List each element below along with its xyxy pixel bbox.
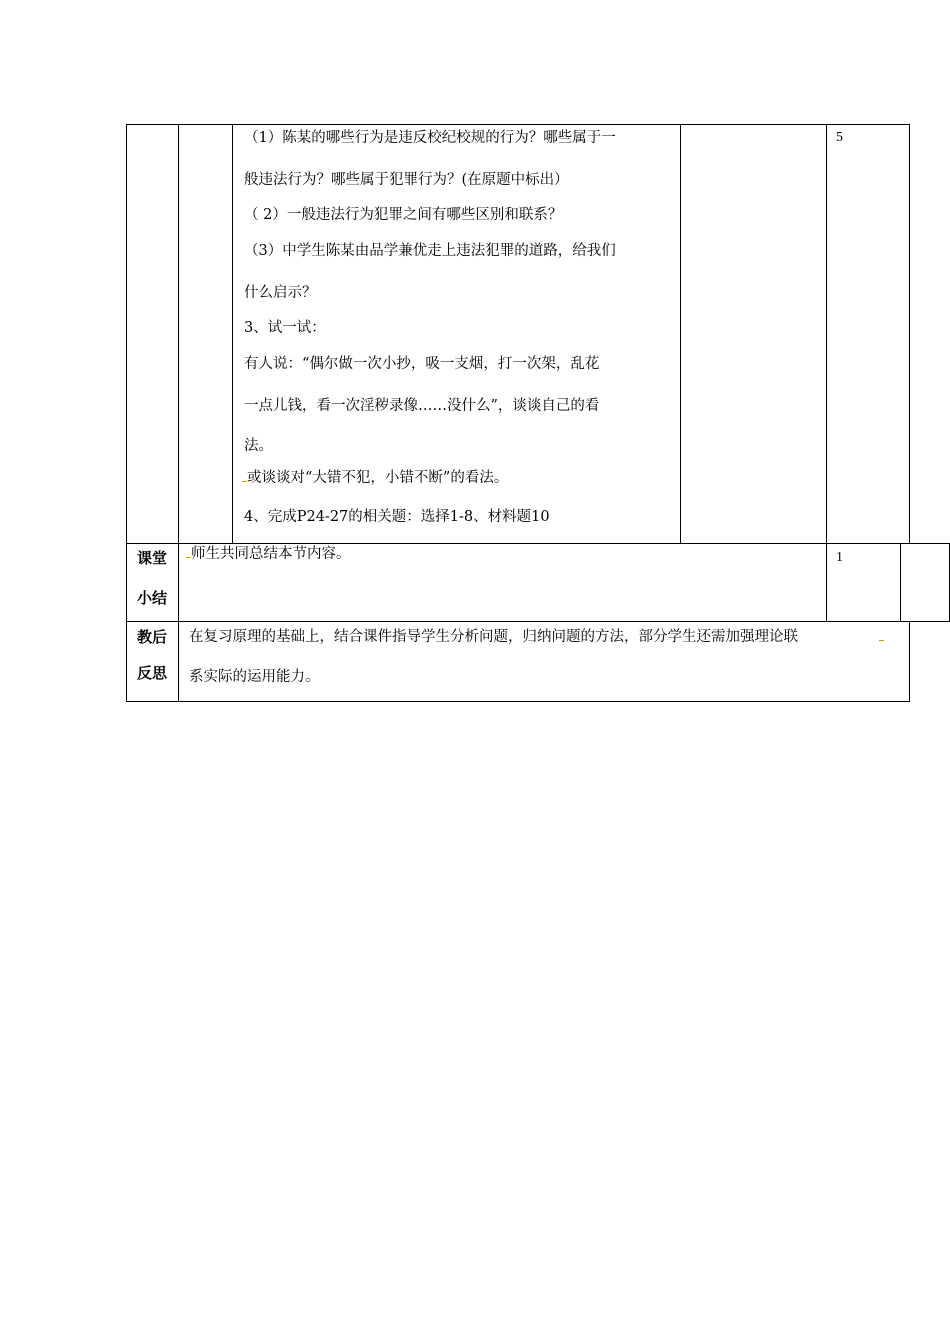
column-divider-3 [680,124,681,544]
activity-line-2: 般违法行为？哪些属于犯罪行为？(在原题中标出） [244,172,569,188]
reflection-label-line-2: 反思 [137,664,168,682]
summary-label-line-2: 小结 [137,589,168,607]
column-divider-1 [178,124,179,702]
reflection-line-1: 在复习原理的基础上，结合课件指导学生分析问题，归纳问题的方法，部分学生还需加强理论联 [189,629,798,645]
table-right-border-top [909,124,910,544]
activity-line-8: 一点儿钱，看一次淫秽录像……没什么”，谈谈自己的看 [244,398,600,414]
reflection-label-line-1: 教后 [137,628,168,646]
activity-line-11: 4、完成P24-27的相关题：选择1-8、材料题10 [244,509,550,525]
reflection-line-2: 系实际的运用能力。 [189,669,320,685]
activity-line-1: （1）陈某的哪些行为是违反校纪校规的行为？哪些属于一 [244,130,616,146]
table-right-border-reflection [909,621,910,702]
activity-line-5: 什么启示？ [244,285,317,301]
summary-label-line-1: 课堂 [137,549,168,567]
activity-line-3: （ 2）一般违法行为犯罪之间有哪些区别和联系？ [244,207,563,223]
activity-line-4: （3）中学生陈某由品学兼优走上违法犯罪的道路，给我们 [244,243,616,259]
activity-line-10: 或谈谈对“大错不犯，小错不断”的看法。 [247,470,509,486]
edit-mark [879,637,884,641]
column-divider-4 [826,124,827,622]
table-left-border [126,124,127,702]
summary-time: 1 [836,550,843,565]
activity-line-7: 有人说：“偶尔做一次小抄，吸一支烟，打一次架，乱花 [244,356,600,372]
activity-line-9: 法。 [244,438,273,454]
table-top-border [126,124,910,125]
activity-time: 5 [836,130,843,145]
column-divider-2 [232,124,233,544]
activity-line-6: 3、试一试： [244,320,326,336]
table-bottom-border [126,701,910,702]
summary-content: 师生共同总结本节内容。 [191,546,351,562]
column-divider-5 [900,543,901,622]
